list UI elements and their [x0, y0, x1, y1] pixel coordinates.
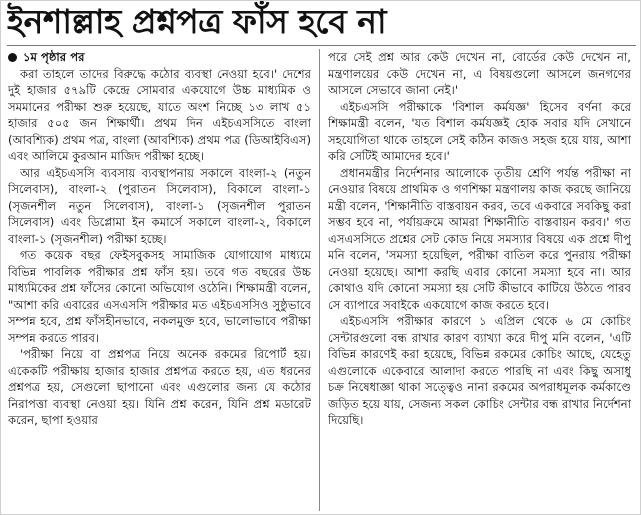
right-column — [328, 49, 631, 511]
paragraph: এইচএসসি পরীক্ষাকে 'বিশাল কর্মযজ্ঞ' হিসেব বর্ণনা করে শিক্ষামন্ত্রী বলেন, 'যত বিশাল কর্মযজ্ঞই হোক সবার যদি সেখানে সহযোগিতা থাকে তাহলে সেই কঠিন কাজও সহজ হয়ে যায়, আশা করি সেটিই আমাদের হবে।' — [328, 99, 631, 163]
paragraph: আর এইচএসসি ব্যবসায় ব্যবস্থাপনায় সকালে বাংলা-২ (নতুন সিলেবাস), বাংলা-২ (পুরাতন সিলেবাস), বিকালে বাংলা-১ (সৃজনশীল নতুন সিলেবাস), বাংলা-১ (সৃজনশীল পুরাতন সিলেবাস) এবং ডিপ্লোমা ইন কমার্সে সকালে বাংলা-২, বিকালে বাংলা-১ (সৃজনশীল) পরীক্ষা হচ্ছে। — [8, 165, 311, 246]
paragraph: গত কয়েক বছর ফেইসবুকসহ সামাজিক যোগাযোগ মাধ্যমে বিভিন্ন পাবলিক পরীক্ষার প্রশ্ন ফাঁস হয়। তবে গত বছরের উচ্চ মাধ্যমিকের প্রশ্ন ফাঁসের কোনো অভিযোগ ওঠেনি। শিক্ষামন্ত্রী বলেন, "আশা করি এবারের এসএসসি পরীক্ষার মত এইচএসসিও সুষ্ঠুভাবে সম্পন্ন হবে, প্রশ্ন ফাঁসহীনভাবে, নকলমুক্ত হবে, ভালোভাবে পরীক্ষা সম্পন্ন করতে পারব। — [8, 248, 311, 345]
continuation-marker — [8, 49, 311, 66]
paragraph: করা তাহলে তাদের বিরুদ্ধে কঠোর ব্যবস্থা নেওয়া হবে।' দেশের দুই হাজার ৫৭৯টি কেন্দ্রে সোমবার একযোগে উচ্চ মাধ্যমিক ও সমমানের পরীক্ষা শুরু হয়েছে, যাতে অংশ নিচ্ছে ১৩ লাখ ৫১ হাজার ৫০৫ জন শিক্ষার্থী। প্রথম দিন এইচএসসিতে বাংলা (আবশ্যিক) প্রথম পত্র, বাংলা (আবশ্যিক) প্রথম পত্র (ডিআইবিএস) এবং আলিমে কুরআন মাজিদ পরীক্ষা হচ্ছে। — [8, 66, 311, 163]
headline-rule — [7, 45, 636, 46]
paragraph: 'পরীক্ষা নিয়ে বা প্রশ্নপত্র নিয়ে অনেক রকমের রিপোর্ট হয়। একেকটি পরীক্ষায় হাজার হাজার প্রশ্নপত্র করতে হয়, এত ধরনের প্রশ্নপত্র হয়, সেগুলো ছাপানো এবং এগুলোর জন্য যে কঠোর নিরাপত্তা ব্যবস্থা নেওয়া হয়। যিনি প্রশ্ন করেন, যিনি প্রশ্ন মডারেট করেন, ছাপা হওয়ার — [8, 347, 311, 427]
column-divider — [319, 49, 320, 511]
left-column — [8, 49, 311, 511]
bullet-icon — [8, 53, 17, 62]
headline: ইনশাল্লাহ প্রশ্নপত্র ফাঁস হবে না — [7, 2, 387, 41]
paragraph: পরে সেই প্রশ্ন আর কেউ দেখেন না, বোর্ডের কেউ দেখেন না, মন্ত্রণালয়ের কেউ দেখেন না, এ বিষয়গুলো আসলে জনগণের আসলে সেভাবে জানা নেই।' — [328, 50, 631, 97]
paragraph: প্রধানমন্ত্রীর নির্দেশনার আলোকে তৃতীয় শ্রেণি পর্যন্ত পরীক্ষা না নেওয়ার বিষয়ে প্রাথমিক ও গণশিক্ষা মন্ত্রণালয় কাজ করছে জানিয়ে মন্ত্রী বলেন, 'শিক্ষানীতি বাস্তবায়ন করব, তবে একবারে সবকিছু করা সম্ভব হবে না, পর্যায়ক্রমে আমরা শিক্ষানীতি বাস্তবায়ন করব।' গত এসএসসিতে প্রশ্নের সেট কোড নিয়ে সমস্যার বিষয়ে এক প্রশ্নে দীপু মনি বলেন, 'সমস্যা হয়েছিল, পরীক্ষা বাতিল করে পুনরায় পরীক্ষা নেওয়া হয়েছে। আশা করছি এবার কোনো সমস্যা হবে না। আর কোথাও যদি কোনো সমস্যা হয় সেটি কীভাবে কাটিয়ে উঠতে পারব সে ব্যাপারে সবাইকে একযোগে কাজ করতে হবে। — [328, 165, 631, 312]
continuation-label: ১ম পৃষ্ঠার পর — [23, 50, 85, 64]
paragraph: এইচএসসি পরীক্ষার কারণে ১ এপ্রিল থেকে ৬ মে কোচিং সেন্টারগুলো বন্ধ রাখার কারণ ব্যাখ্যা করে দীপু মনি বলেন, 'এটি বিভিন্ন কারণেই করা হয়েছে, বিভিন্ন রকমের কোচিং আছে, যেহেতু এগুলোকে একেবারে আলাদা করতে পারছি না এবং কিছু অসাধু চক্র নিষেধাজ্ঞা থাকা সত্ত্বেও নানা রকমের অপরাধমূলক কর্মকাণ্ডে জড়িত হয়ে যায়, সেজন্য সকল কোচিং সেন্টার বন্ধ রাখার নির্দেশনা দিয়েছি। — [328, 314, 631, 427]
